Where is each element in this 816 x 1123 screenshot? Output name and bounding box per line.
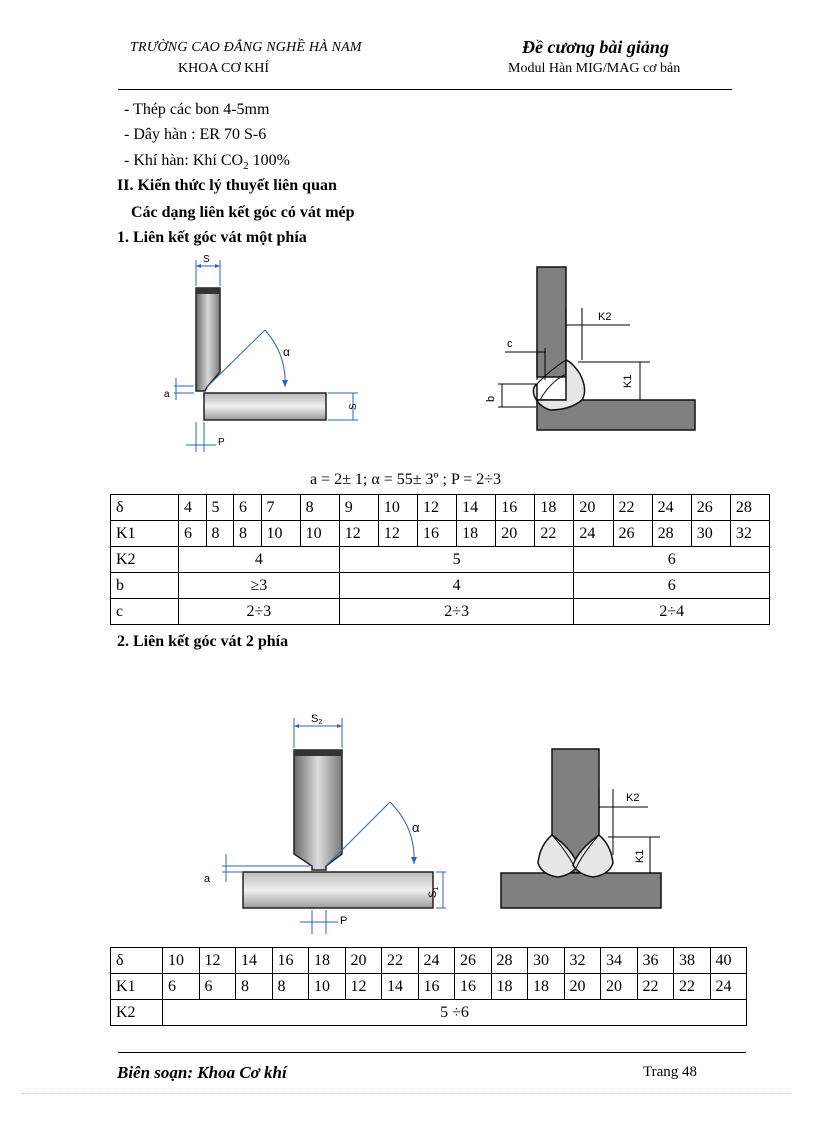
table-cell: 32	[564, 948, 601, 974]
table-cell: 24	[574, 521, 613, 547]
double-bevel-joint-diagram	[200, 704, 460, 940]
table-cell: 20	[564, 974, 601, 1000]
dim-a: a	[164, 389, 170, 400]
table-cell: ≥3	[179, 573, 340, 599]
table-cell: 28	[652, 521, 691, 547]
footer-author: Biên soạn: Khoa Cơ khí	[117, 1063, 287, 1082]
table-cell: 4	[179, 547, 340, 573]
dim-s1-sub: 1	[433, 886, 440, 891]
table-cell: 30	[691, 521, 730, 547]
single-bevel-joint-diagram	[160, 250, 370, 458]
table-cell: 20	[574, 495, 613, 521]
table-cell: 8	[236, 974, 273, 1000]
table-cell: 5 ÷6	[163, 1000, 747, 1026]
table-cell: 18	[309, 948, 346, 974]
dim-s2-sub: 2	[318, 719, 323, 726]
table-cell: 6	[179, 521, 207, 547]
table-row	[111, 521, 770, 547]
table-cell: 26	[691, 495, 730, 521]
table-cell: 20	[345, 948, 382, 974]
table-cell: 16	[496, 495, 535, 521]
dim-k2-2: K2	[626, 792, 640, 804]
part2-title: 2. Liên kết góc vát 2 phía	[117, 633, 289, 650]
table-cell: 16	[272, 948, 309, 974]
dim-b: b	[485, 395, 497, 402]
table-cell: 32	[730, 521, 769, 547]
row-label-k2: K2	[111, 547, 179, 573]
table-cell: 8	[272, 974, 309, 1000]
table-cell: 22	[613, 495, 652, 521]
document-title: Đề cương bài giảng	[522, 37, 669, 57]
table-cell: 34	[601, 948, 638, 974]
row-label-k1: K1	[111, 521, 179, 547]
table-cell: 20	[601, 974, 638, 1000]
dim-s2	[311, 713, 322, 726]
table-cell: 12	[378, 521, 417, 547]
table-row	[111, 495, 770, 521]
table-cell: 8	[234, 521, 262, 547]
section-subheading: Các dạng liên kết góc có vát mép	[131, 204, 355, 221]
module-name: Modul Hàn MIG/MAG cơ bản	[508, 61, 681, 76]
table-cell: 6	[574, 547, 770, 573]
table-cell: 12	[339, 521, 378, 547]
table-cell: 18	[535, 495, 574, 521]
table-cell: 2÷3	[179, 599, 340, 625]
department-name: KHOA CƠ KHÍ	[178, 61, 269, 76]
table-cell: 10	[309, 974, 346, 1000]
table-cell: 5	[206, 495, 234, 521]
dim-alpha: α	[283, 345, 290, 359]
table-row	[111, 573, 770, 599]
table-cell: 22	[637, 974, 674, 1000]
table-cell: 12	[345, 974, 382, 1000]
table-cell: 6	[574, 573, 770, 599]
table-cell: 28	[730, 495, 769, 521]
material-steel: - Thép các bon 4-5mm	[124, 101, 270, 118]
dim-s2-letter: S	[311, 713, 319, 725]
table-cell: 2÷4	[574, 599, 770, 625]
table-cell: 14	[236, 948, 273, 974]
table-cell: 40	[710, 948, 747, 974]
page-bottom-dotted-line	[22, 1093, 792, 1094]
table-cell: 10	[378, 495, 417, 521]
table-cell: 18	[528, 974, 565, 1000]
table-cell: 12	[199, 948, 236, 974]
single-bevel-weld-diagram	[480, 262, 700, 434]
part1-title: 1. Liên kết góc vát một phía	[117, 229, 307, 246]
table-cell: 22	[535, 521, 574, 547]
dim-alpha-2: α	[412, 820, 420, 835]
table-cell: 2÷3	[339, 599, 574, 625]
footer-divider	[118, 1052, 746, 1053]
dim-s-top: S	[203, 254, 210, 265]
material-gas	[124, 152, 290, 172]
table-row	[111, 547, 770, 573]
table-cell: 4	[339, 573, 574, 599]
part1-params: a = 2± 1; α = 55± 3º ; P = 2÷3	[310, 471, 502, 488]
table-cell: 24	[652, 495, 691, 521]
table-cell: 14	[457, 495, 496, 521]
header-divider	[118, 89, 732, 90]
table-row	[111, 948, 747, 974]
dim-k1: K1	[622, 374, 634, 388]
dim-p: P	[218, 437, 225, 448]
dim-k2: K2	[598, 311, 612, 323]
part1-table	[110, 494, 770, 625]
table-cell: 9	[339, 495, 378, 521]
table-cell: 16	[417, 521, 456, 547]
table-row	[111, 974, 747, 1000]
row-label-delta: δ	[111, 495, 179, 521]
table-cell: 24	[710, 974, 747, 1000]
table-cell: 16	[418, 974, 455, 1000]
table-cell: 10	[300, 521, 339, 547]
table-cell: 6	[199, 974, 236, 1000]
table-cell: 18	[457, 521, 496, 547]
table-cell: 8	[300, 495, 339, 521]
double-bevel-weld-diagram	[498, 745, 668, 913]
table-cell: 7	[261, 495, 300, 521]
section-heading: II. Kiến thức lý thuyết liên quan	[117, 177, 337, 194]
table-cell: 16	[455, 974, 492, 1000]
table-cell: 14	[382, 974, 419, 1000]
material-wire: - Dây hàn : ER 70 S-6	[124, 126, 267, 143]
row-label-delta: δ	[111, 948, 163, 974]
gas-subscript: 2	[243, 160, 249, 173]
row-label-k1: K1	[111, 974, 163, 1000]
row-label-c: c	[111, 599, 179, 625]
part2-table	[110, 947, 747, 1026]
table-cell: 6	[163, 974, 200, 1000]
gas-suffix: 100%	[248, 152, 290, 169]
table-cell: 22	[382, 948, 419, 974]
table-cell: 5	[339, 547, 574, 573]
dim-c: c	[507, 338, 513, 350]
page-number: Trang 48	[643, 1064, 698, 1080]
table-cell: 26	[613, 521, 652, 547]
table-cell: 30	[528, 948, 565, 974]
table-cell: 24	[418, 948, 455, 974]
table-row	[111, 1000, 747, 1026]
table-cell: 36	[637, 948, 674, 974]
table-cell: 10	[261, 521, 300, 547]
dim-s1-letter: S	[427, 890, 439, 898]
row-label-k2: K2	[111, 1000, 163, 1026]
table-cell: 28	[491, 948, 528, 974]
gas-prefix: - Khí hàn: Khí CO	[124, 152, 244, 169]
table-cell: 8	[206, 521, 234, 547]
dim-a-2: a	[204, 873, 211, 885]
table-cell: 4	[179, 495, 207, 521]
table-cell: 22	[674, 974, 711, 1000]
dim-s-right: S	[348, 403, 359, 410]
table-cell: 20	[496, 521, 535, 547]
school-name: TRƯỜNG CAO ĐẲNG NGHỀ HÀ NAM	[130, 40, 362, 55]
table-cell: 26	[455, 948, 492, 974]
table-cell: 38	[674, 948, 711, 974]
table-cell: 12	[417, 495, 456, 521]
table-cell: 10	[163, 948, 200, 974]
dim-p-2: P	[340, 915, 348, 927]
row-label-b: b	[111, 573, 179, 599]
table-cell: 6	[234, 495, 262, 521]
table-row	[111, 599, 770, 625]
table-cell: 18	[491, 974, 528, 1000]
dim-k1-2: K1	[634, 849, 646, 863]
